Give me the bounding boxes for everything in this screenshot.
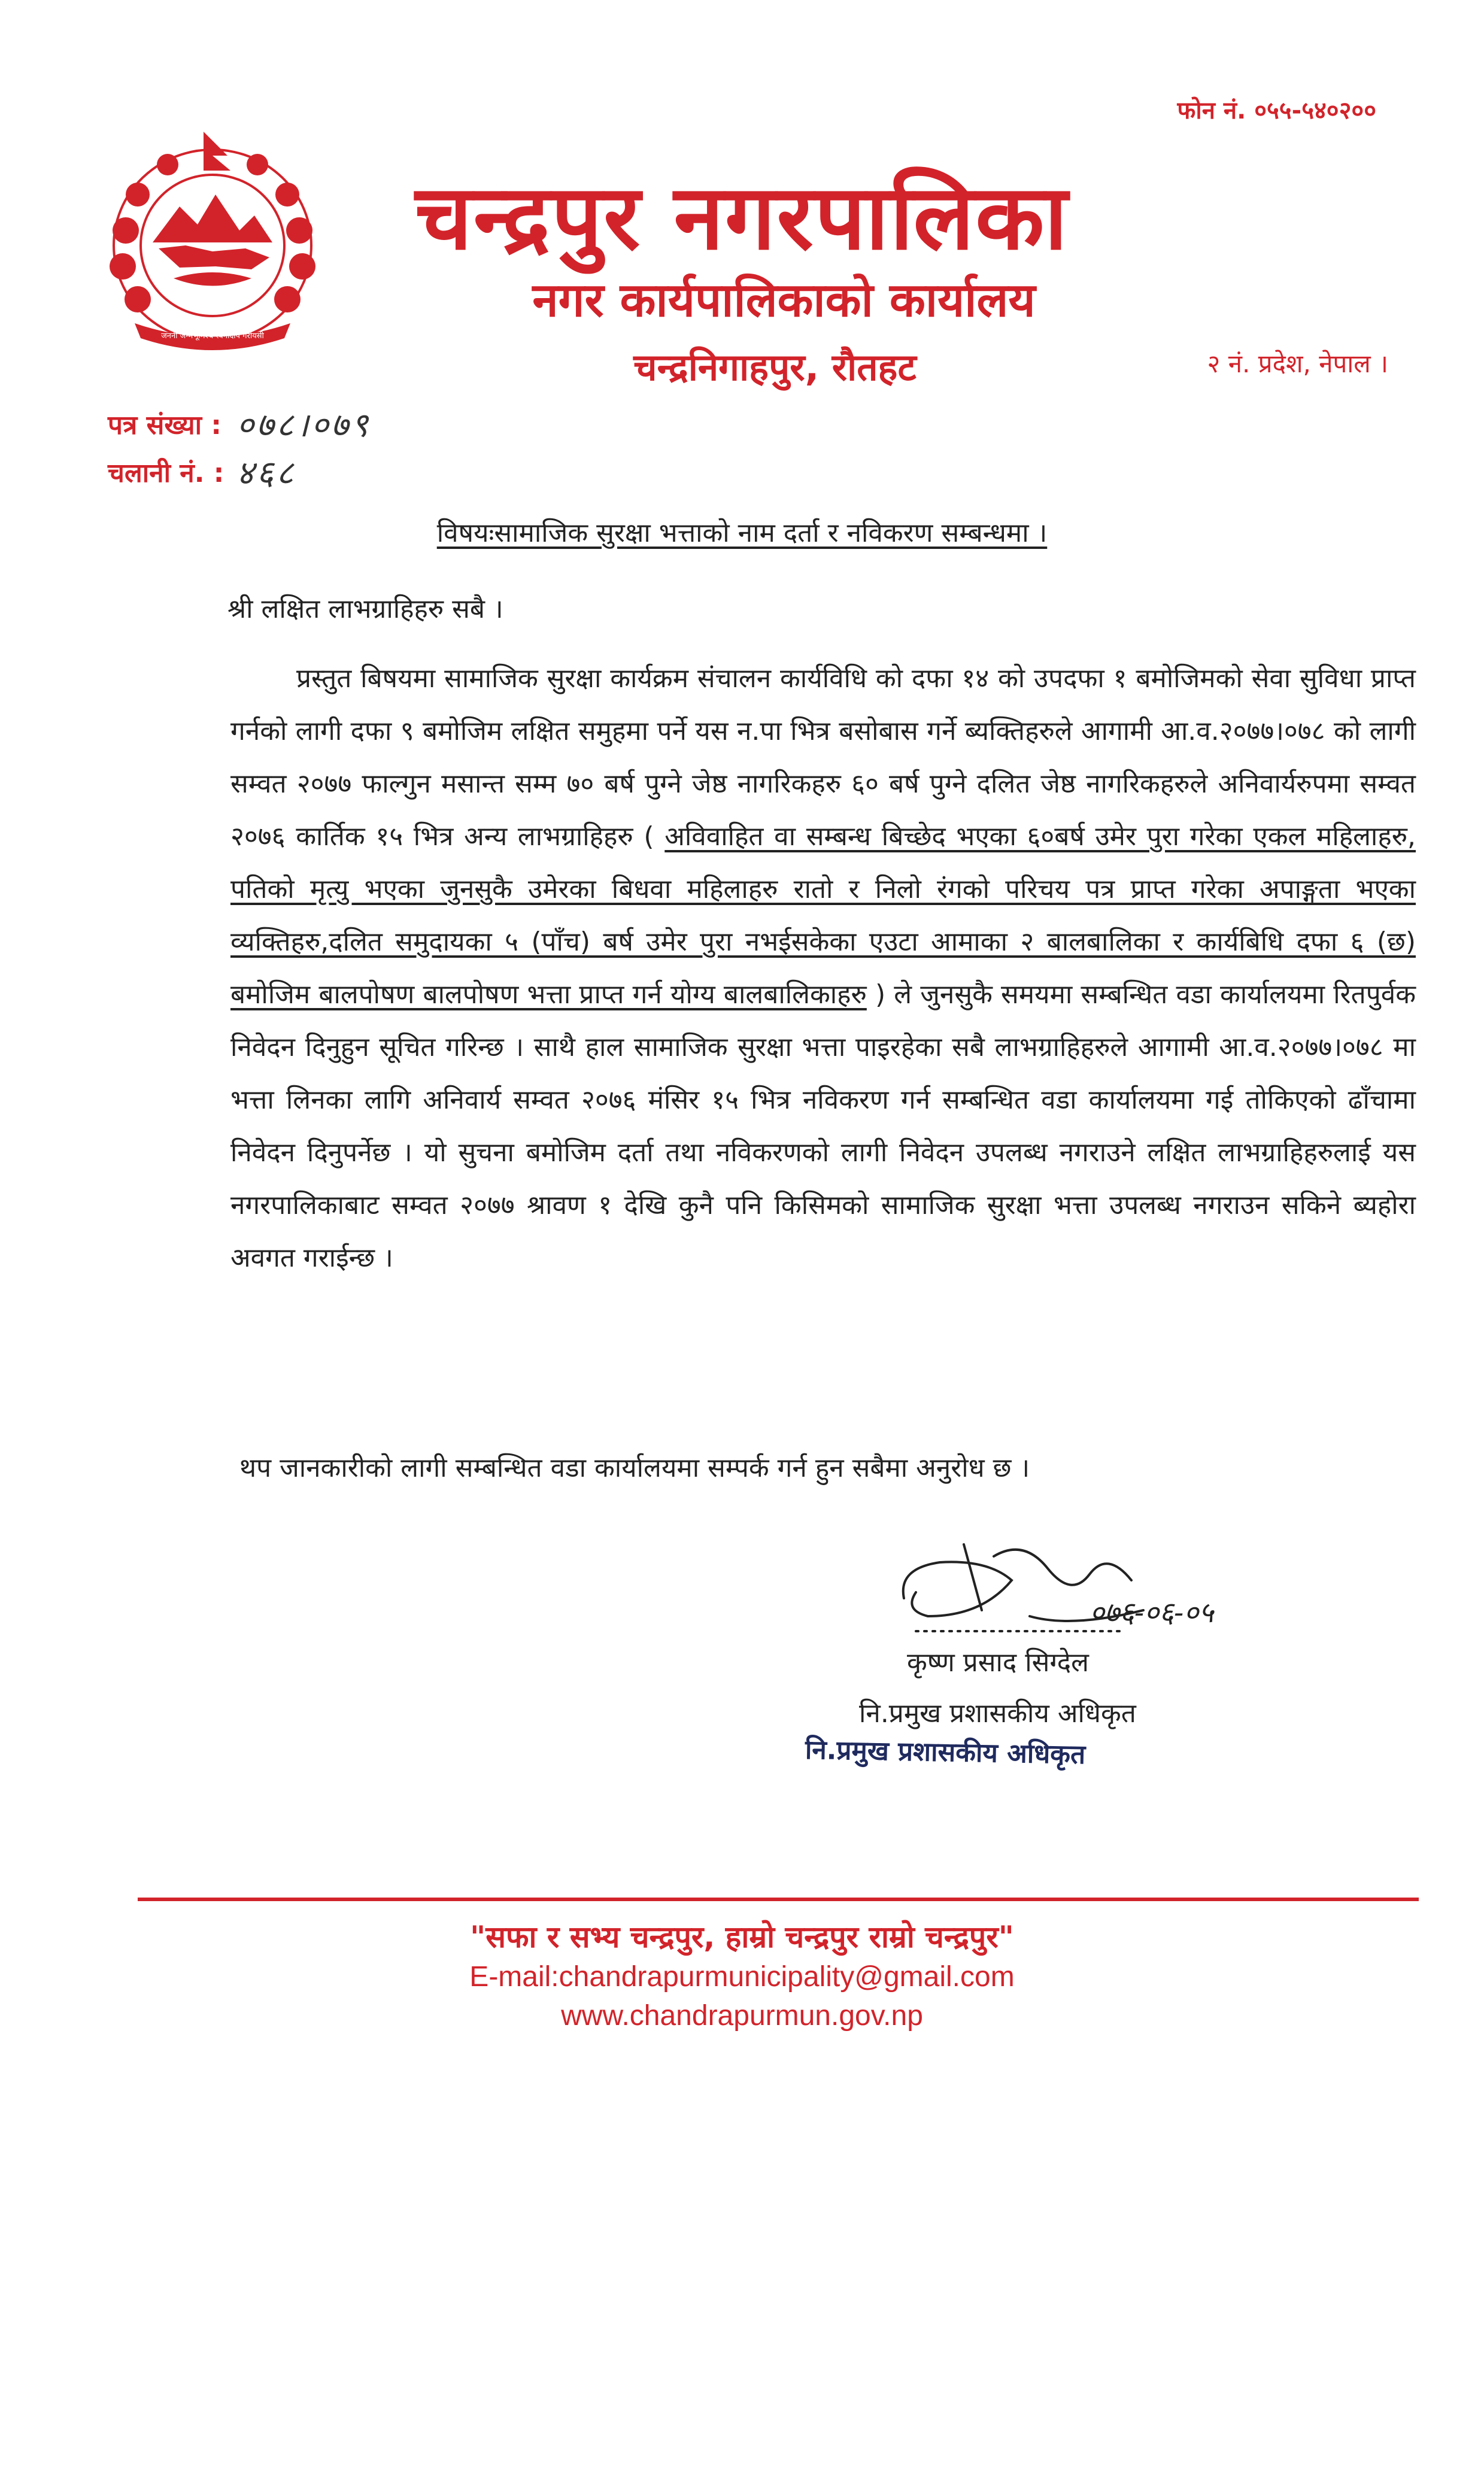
body-part-1: प्रस्तुत बिषयमा सामाजिक सुरक्षा कार्यक्रम संचालन कार्यविधि को दफा १४ को उपदफा १ बमोजिमको सेवा सुविधा प्राप्त गर्नको लागी दफा ९ बमोजिम लक्षित समुहमा पर्ने यस न.पा भित्र बसोबास गर्ने ब्यक्तिहरुले आगामी आ.व.२०७७।०७८ को लागी सम्वत २०७७ फाल्गुन मसान्त सम्म ७० बर्ष पुग्ने जेष्ठ नागरिकहरु ६० बर्ष पुग्ने दलित जेष्ठ नागरिकहरुले अनिवार्यरुपमा सम्वत २०७६ कार्तिक १५ भित्र अन्य लाभग्राहिहरु ( [230,663,1416,852]
body-beneficiary-list: अविवाहित वा सम्बन्ध बिच्छेद भएका ६०बर्ष उमेर पुरा गरेका एकल महिलाहरु, पतिको मृत्यु भएका जुनसुकै उमेरका बिधवा महिलाहरु रातो र निलो रंगको परिचय पत्र प्राप्त गरेका अपाङ्गता भएका व्यक्तिहरु,दलित समुदायका ५ (पाँच) बर्ष उमेर पुरा नभईसकेका एउटा आमाका २ बालबालिका र कार्यबिधि दफा ६ (छ) बमोजिम बालपोषण बालपोषण भत्ता प्राप्त गर्न योग्य बालबालिकाहरु [230,821,1416,1010]
salutation: श्री लक्षित लाभग्राहिहरु सबै । [227,594,503,624]
province-label: २ नं. प्रदेश, नेपाल । [1207,349,1388,378]
emblem-motto: जननी जन्मभूमिश्च स्वर्गादपि गरीयसी [161,332,264,341]
footer-email: E-mail:chandrapurmunicipality@gmail.com [469,1961,1015,1993]
office-address: चन्द्रनिगाहपुर, रौतहट [633,345,917,389]
footer-website: www.chandrapurmun.gov.np [561,2000,923,2032]
municipality-name: चन्द्रपुर नगरपालिका [415,166,1069,270]
signature-icon [892,1532,1263,1646]
subject-text: विषयःसामाजिक सुरक्षा भत्ताको नाम दर्ता र नविकरण सम्बन्धमा । [436,518,1048,548]
dispatch-number-value: ४६८ [236,454,296,493]
official-stamp: नि.प्रमुख प्रशासकीय अधिकृत [805,1734,1086,1771]
letter-body [230,652,1416,1285]
signer-name: कृष्ण प्रसाद सिग्देल [907,1647,1089,1678]
closing-request: थप जानकारीको लागी सम्बन्धित वडा कार्यालयमा सम्पर्क गर्न हुन सबैमा अनुरोध छ । [239,1453,1030,1483]
dispatch-number-label: चलानी नं. : [108,458,224,488]
signature-date: ०७६-०६-०५ [1090,1596,1214,1629]
signer-title: नि.प्रमुख प्रशासकीय अधिकृत [859,1698,1136,1729]
subject-line [0,514,1484,550]
phone-number: फोन नं. ०५५-५४०२०० [1177,97,1376,125]
office-name: नगर कार्यपालिकाको कार्यालय [532,274,1036,327]
body-part-2: ) ले जुनसुकै समयमा सम्बन्धित वडा कार्यालयमा रितपुर्वक निवेदन दिनुहुन सूचित गरिन्छ । साथै हाल सामाजिक सुरक्षा भत्ता पाइरहेका सबै लाभग्राहिहरुले आगामी आ.व.२०७७।०७८ मा भत्ता लिनका लागि अनिवार्य सम्वत २०७६ मंसिर १५ भित्र नविकरण गर्न सम्बन्धित वडा कार्यालयमा गई तोकिएको ढाँचामा निवेदन दिनुपर्नेछ । यो सुचना बमोजिम दर्ता तथा नविकरणको लागी निवेदन उपलब्ध नगराउने लक्षित लाभग्राहिहरुलाई यस नगरपालिकाबाट सम्वत २०७७ श्रावण १ देखि कुनै पनि किसिमको सामाजिक सुरक्षा भत्ता उपलब्ध नगराउन सकिने ब्यहोरा अवगत गराईन्छ । [230,979,1416,1273]
footer-divider [138,1898,1419,1901]
letter-number-label: पत्र संख्या : [108,410,221,441]
footer-slogan: "सफा र सभ्य चन्द्रपुर, हाम्रो चन्द्रपुर राम्रो चन्द्रपुर" [470,1920,1014,1954]
letter-number-value: ०७८।०७९ [236,406,371,445]
